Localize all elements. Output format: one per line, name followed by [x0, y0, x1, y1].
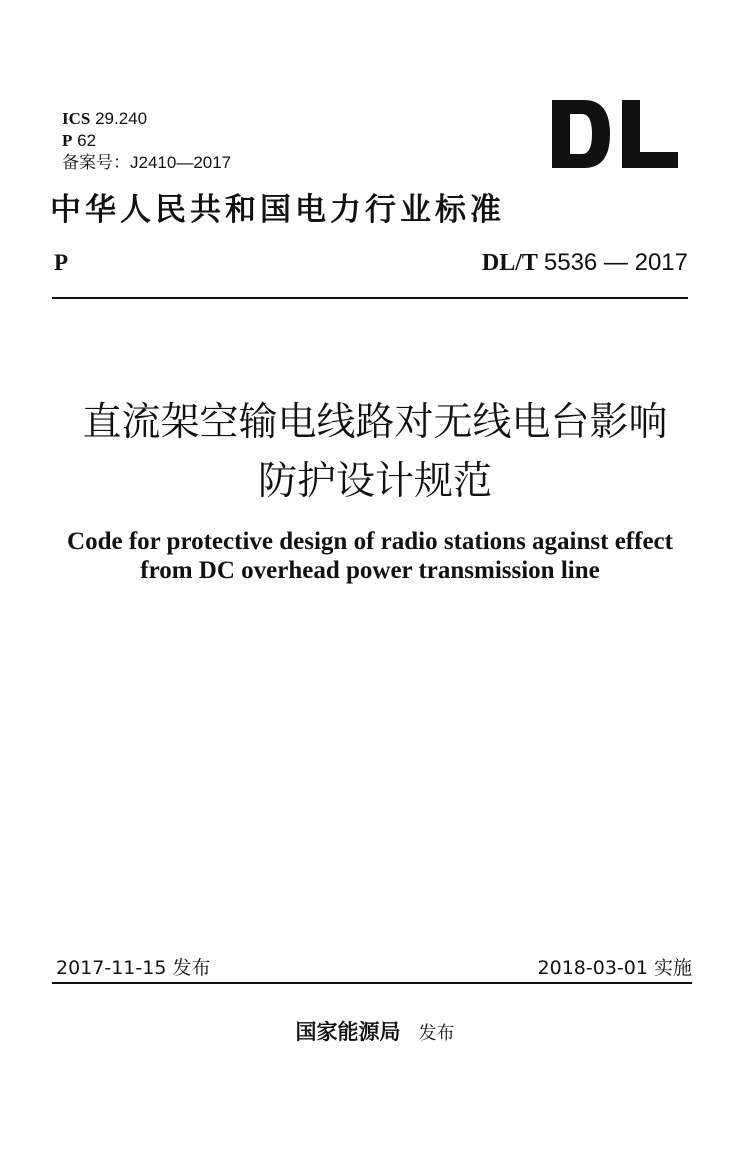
standard-code: DL/T [481, 250, 538, 276]
dl-logo [552, 100, 678, 168]
english-title-line-2: from DC overhead power transmission line [140, 557, 600, 584]
ics-value: 29.240 [95, 109, 148, 128]
dl-logo-d [552, 100, 610, 168]
record-value: J2410—2017 [130, 153, 232, 172]
classification-code [62, 130, 96, 152]
ics-label: ICS [62, 109, 91, 128]
issue-date: 2017-11-15 发布 [56, 957, 211, 979]
record-label: 备案号： [62, 153, 130, 172]
chinese-title-line-2: 防护设计规范 [257, 459, 492, 504]
footer-divider [52, 982, 692, 984]
chinese-title-line-1: 直流架空输电线路对无线电台影响 [82, 400, 668, 445]
classification-value: 62 [77, 131, 97, 150]
ics-code [62, 108, 147, 130]
publish-verb: 发布 [418, 1023, 455, 1044]
category-letter: P [54, 250, 69, 275]
english-title-line-1: Code for protective design of radio stations against effect [67, 528, 673, 555]
header-divider [52, 297, 688, 299]
implementation-date: 2018-03-01 实施 [537, 957, 692, 979]
dl-logo-l [622, 100, 678, 168]
publisher-name: 国家能源局 [295, 1019, 401, 1044]
publisher-line [0, 1017, 750, 1050]
standard-number-value: 5536 — 2017 [543, 249, 688, 276]
classification-label: P [62, 131, 73, 150]
standard-number [482, 248, 688, 278]
record-number [62, 152, 231, 174]
industry-standard-heading: 中华人民共和国电力行业标准 [50, 192, 505, 228]
